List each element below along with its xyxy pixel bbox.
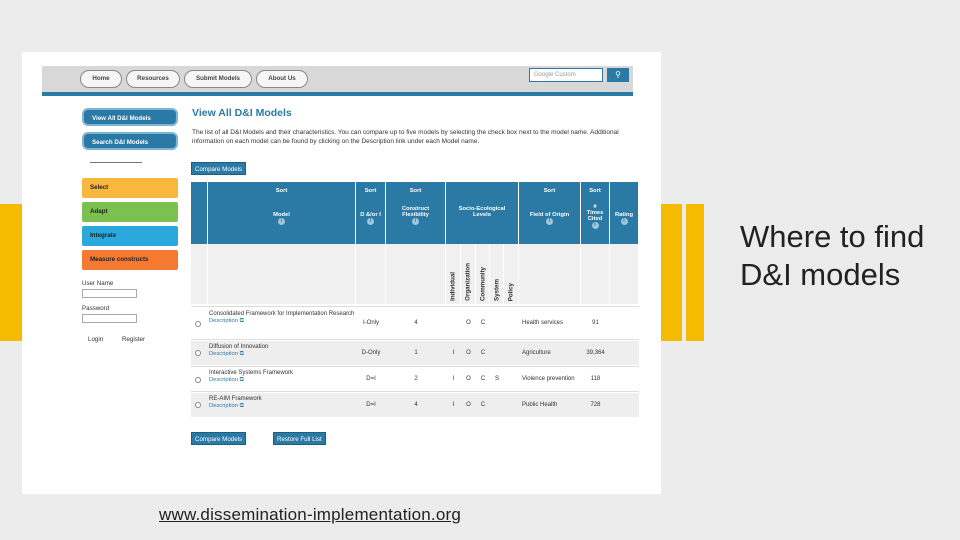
- level-spacer: [610, 244, 639, 304]
- model-name[interactable]: Interactive Systems Framework: [209, 370, 294, 376]
- di-value: D=I: [366, 376, 376, 382]
- level-c: C: [480, 402, 486, 408]
- field-value: Violence prevention: [522, 376, 575, 382]
- di-value: D-Only: [361, 350, 381, 356]
- user-name-input[interactable]: [82, 289, 137, 298]
- di-value: I-Only: [362, 320, 379, 326]
- password-input[interactable]: [82, 314, 137, 323]
- level-spacer: [581, 244, 610, 304]
- level-c: C: [480, 350, 486, 356]
- header-di-label: D &/or I: [360, 212, 381, 218]
- header-check: [191, 200, 208, 244]
- table-row: [191, 366, 639, 392]
- field-value: Health services: [522, 320, 564, 326]
- slide-title: Where to find D&I models: [740, 219, 925, 292]
- external-link-icon: ⧉: [239, 403, 244, 409]
- level-p: [504, 307, 519, 339]
- flex-value: 4: [414, 402, 418, 408]
- description-link[interactable]: Description: [209, 318, 238, 324]
- header-rating: [610, 200, 639, 244]
- page-title: View All D&I Models: [192, 107, 292, 119]
- model-name[interactable]: Diffusion of Innovation: [209, 344, 269, 350]
- top-nav-bar: [42, 66, 633, 96]
- sort-field[interactable]: Sort: [519, 182, 581, 200]
- user-name-label: User Name: [82, 280, 114, 287]
- compare-checkbox[interactable]: [195, 350, 201, 356]
- search-models-button[interactable]: Search D&I Models: [82, 132, 178, 150]
- level-i: I: [452, 350, 455, 356]
- info-icon[interactable]: i: [412, 218, 419, 225]
- header-rating-label: Rating: [614, 212, 634, 218]
- level-s: S: [494, 376, 499, 382]
- accent-bar-right-thin: [686, 204, 704, 341]
- header-cited-label: # Times Cited: [586, 204, 604, 222]
- level-o: O: [466, 402, 471, 408]
- table-row: [191, 393, 639, 417]
- flex-value: 4: [414, 320, 418, 326]
- level-s: [490, 307, 504, 339]
- search-input[interactable]: Google Custom: [529, 68, 603, 82]
- header-model: [208, 200, 356, 244]
- header-field: [519, 200, 581, 244]
- cited-value: 728: [590, 402, 601, 408]
- accent-bar-left: [0, 204, 22, 341]
- header-cited: [581, 200, 610, 244]
- description-link[interactable]: Description: [209, 377, 238, 383]
- header-flexibility: [386, 200, 446, 244]
- password-label: Password: [82, 305, 110, 312]
- level-community: Community: [476, 244, 490, 304]
- header-model-label: Model: [273, 212, 290, 218]
- step-measure-constructs[interactable]: Measure constructs: [82, 250, 178, 270]
- step-adapt[interactable]: Adapt: [82, 202, 178, 222]
- flex-value: 1: [414, 350, 418, 356]
- level-o: O: [466, 320, 471, 326]
- sidebar-divider: [90, 162, 142, 163]
- accent-bar-right: [660, 204, 682, 341]
- flex-value: 2: [414, 376, 418, 382]
- compare-checkbox[interactable]: [195, 321, 201, 327]
- nav-about-us[interactable]: About Us: [256, 70, 308, 88]
- compare-models-button-top[interactable]: Compare Models: [191, 162, 246, 175]
- level-o: O: [466, 376, 471, 382]
- nav-submit-models[interactable]: Submit Models: [184, 70, 252, 88]
- info-icon[interactable]: i: [592, 222, 599, 229]
- level-spacer: [191, 244, 208, 304]
- field-value: Public Health: [522, 402, 558, 408]
- level-c: C: [480, 376, 486, 382]
- compare-models-button[interactable]: Compare Models: [191, 432, 246, 445]
- sort-cited[interactable]: Sort: [581, 182, 610, 200]
- table-row: [191, 341, 639, 365]
- level-i: [446, 307, 461, 339]
- level-c: C: [480, 320, 486, 326]
- level-i: I: [452, 376, 455, 382]
- level-spacer: [208, 244, 356, 304]
- info-icon[interactable]: i: [278, 218, 285, 225]
- header-di: [356, 200, 386, 244]
- compare-checkbox[interactable]: [195, 377, 201, 383]
- header-blank: [446, 182, 519, 200]
- info-icon[interactable]: i: [546, 218, 553, 225]
- level-individual: Individual: [446, 244, 461, 304]
- sort-model[interactable]: Sort: [208, 182, 356, 200]
- level-s: [490, 393, 504, 417]
- level-spacer: [356, 244, 386, 304]
- level-system: System: [490, 244, 504, 304]
- cited-value: 118: [590, 376, 601, 382]
- step-integrate[interactable]: Integrate: [82, 226, 178, 246]
- header-socio-label: Socio-Ecological Levels: [458, 206, 506, 218]
- info-icon[interactable]: i: [367, 218, 374, 225]
- field-value: Agriculture: [522, 350, 551, 356]
- cited-value: 39,364: [586, 350, 605, 356]
- header-spacer: [191, 182, 208, 200]
- description-link[interactable]: Description: [209, 403, 238, 409]
- nav-home[interactable]: Home: [80, 70, 122, 88]
- search-icon[interactable]: ⚲: [607, 68, 629, 82]
- level-p: [504, 341, 519, 365]
- website-screenshot: [42, 66, 633, 478]
- sort-di[interactable]: Sort: [356, 182, 386, 200]
- header-field-label: Field of Origin: [529, 212, 570, 218]
- level-organization: Organization: [461, 244, 476, 304]
- header-flexibility-label: Construct Flexibility: [401, 206, 430, 218]
- header-blank-rating: [610, 182, 639, 200]
- level-o: O: [466, 350, 471, 356]
- register-link[interactable]: Register: [122, 336, 146, 343]
- website-url[interactable]: www.dissemination-implementation.org: [159, 505, 461, 524]
- view-all-models-button[interactable]: View All D&I Models: [82, 108, 178, 126]
- level-i: I: [452, 402, 455, 408]
- level-spacer: [519, 244, 581, 304]
- level-p: [504, 393, 519, 417]
- level-policy: Policy: [504, 244, 519, 304]
- level-spacer: [386, 244, 446, 304]
- external-link-icon: ⧉: [239, 318, 244, 324]
- compare-checkbox[interactable]: [195, 402, 201, 408]
- step-select[interactable]: Select: [82, 178, 178, 198]
- sort-flexibility[interactable]: Sort: [386, 182, 446, 200]
- cited-value: 91: [592, 320, 599, 326]
- level-s: [490, 341, 504, 365]
- external-link-icon: ⧉: [239, 377, 244, 383]
- restore-full-list-button[interactable]: Restore Full List: [273, 432, 326, 445]
- info-icon[interactable]: i: [621, 218, 628, 225]
- nav-resources[interactable]: Resources: [126, 70, 180, 88]
- model-name[interactable]: Consolidated Framework for Implementation Research: [209, 311, 355, 317]
- table-row: [191, 306, 639, 340]
- di-value: D=I: [366, 402, 376, 408]
- level-p: [504, 367, 519, 391]
- login-link[interactable]: Login: [88, 336, 104, 343]
- external-link-icon: ⧉: [239, 351, 244, 357]
- model-name[interactable]: RE-AIM Framework: [209, 396, 262, 402]
- description-link[interactable]: Description: [209, 351, 238, 357]
- header-socio-ecological: [446, 200, 519, 244]
- page-description: The list of all D&I Models and their characteristics. You can compare up to five models by selecting the check box next to the model name. Additional information on each model can be found by clicking on the Description link under each Model name.: [192, 129, 619, 145]
